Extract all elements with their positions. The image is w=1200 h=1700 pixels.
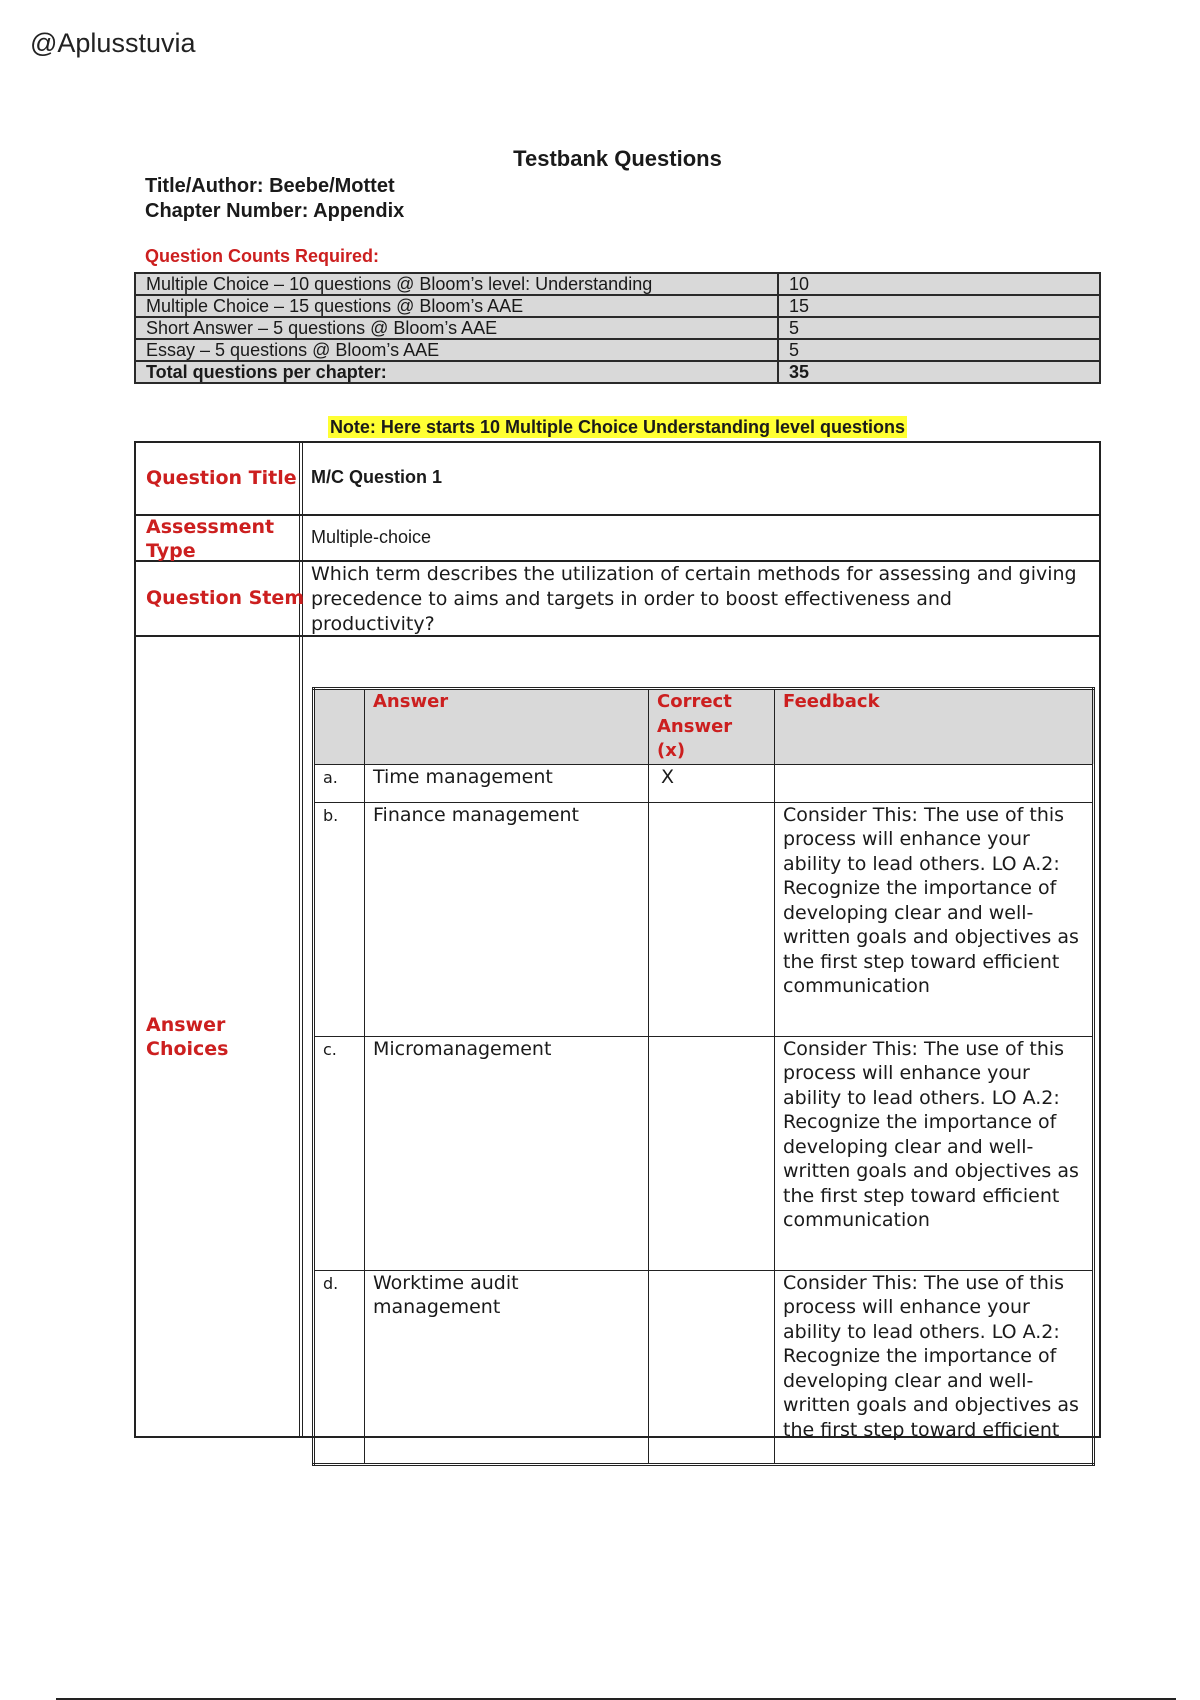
count-label: Short Answer – 5 questions @ Bloom’s AAE bbox=[135, 317, 778, 339]
choice-correct-mark: X bbox=[649, 764, 775, 802]
table-row bbox=[314, 1270, 1094, 1464]
question-card bbox=[134, 441, 1101, 1441]
assessment-type-label-line: Type bbox=[146, 540, 196, 562]
choice-feedback: Consider This: The use of this process will enhance your ability to lead others. LO A.2: Recognize the importance of developing clear and well-written goals and objectives as the first step toward efficient communication bbox=[775, 802, 1094, 1036]
choice-feedback: Consider This: The use of this process will enhance your ability to lead others. LO A.2: Recognize the importance of developing clear and well-written goals and objectives as the first step toward efficient bbox=[775, 1270, 1094, 1464]
count-label: Essay – 5 questions @ Bloom’s AAE bbox=[135, 339, 778, 361]
total-row bbox=[135, 361, 1100, 383]
choice-feedback: Consider This: The use of this process will enhance your ability to lead others. LO A.2: Recognize the importance of developing clear and well-written goals and objectives as the first step toward efficient communication bbox=[775, 1036, 1094, 1270]
choice-letter: c. bbox=[314, 1036, 365, 1270]
choice-letter: d. bbox=[314, 1270, 365, 1464]
choice-answer: Time management bbox=[365, 764, 649, 802]
title-author: Title/Author: Beebe/Mottet bbox=[145, 175, 395, 197]
assessment-type-label-line: Assessment bbox=[146, 516, 275, 538]
answer-header: Answer bbox=[365, 689, 649, 765]
row-divider bbox=[136, 514, 1099, 516]
note-banner bbox=[0, 417, 1200, 438]
answer-table bbox=[312, 687, 1095, 1466]
count-label: Multiple Choice – 10 questions @ Bloom’s level: Understanding bbox=[135, 273, 778, 295]
count-label: Multiple Choice – 15 questions @ Bloom’s AAE bbox=[135, 295, 778, 317]
count-value: 5 bbox=[778, 317, 1100, 339]
correct-header: Correct Answer (x) bbox=[649, 689, 775, 765]
assessment-type-label bbox=[146, 515, 274, 563]
choice-answer: Micromanagement bbox=[365, 1036, 649, 1270]
table-row bbox=[314, 1036, 1094, 1270]
note-text: Note: Here starts 10 Multiple Choice Understanding level questions bbox=[329, 417, 906, 437]
table-row bbox=[314, 764, 1094, 802]
choice-answer: Worktime audit management bbox=[365, 1270, 649, 1464]
count-value: 5 bbox=[778, 339, 1100, 361]
question-title-label: Question Title bbox=[146, 467, 297, 489]
answer-choices-label bbox=[146, 1013, 229, 1061]
table-row bbox=[135, 295, 1100, 317]
total-label: Total questions per chapter: bbox=[135, 361, 778, 383]
choice-correct-mark bbox=[649, 802, 775, 1036]
choice-feedback bbox=[775, 764, 1094, 802]
question-stem-value: Which term describes the utilization of certain methods for assessing and giving precedence to aims and targets in order to boost effectiveness and productivity? bbox=[311, 563, 1077, 635]
table-row bbox=[135, 317, 1100, 339]
question-stem-label: Question Stem bbox=[146, 587, 305, 609]
assessment-type-value: Multiple-choice bbox=[311, 527, 432, 547]
choice-letter: a. bbox=[314, 764, 365, 802]
count-value: 10 bbox=[778, 273, 1100, 295]
letter-header bbox=[314, 689, 365, 765]
choice-letter: b. bbox=[314, 802, 365, 1036]
table-row bbox=[135, 339, 1100, 361]
answer-table-header bbox=[314, 689, 1094, 765]
count-value: 15 bbox=[778, 295, 1100, 317]
answer-choices-label-line: Answer bbox=[146, 1014, 226, 1036]
question-counts-label: Question Counts Required: bbox=[145, 246, 379, 266]
choice-correct-mark bbox=[649, 1270, 775, 1464]
total-value: 35 bbox=[778, 361, 1100, 383]
question-title-value: M/C Question 1 bbox=[311, 467, 443, 487]
question-counts-table bbox=[134, 272, 1101, 384]
chapter-number: Chapter Number: Appendix bbox=[145, 200, 405, 222]
choice-correct-mark bbox=[649, 1036, 775, 1270]
document-meta bbox=[145, 174, 404, 224]
watermark: @Aplusstuvia bbox=[30, 28, 196, 58]
choice-answer: Finance management bbox=[365, 802, 649, 1036]
document-title: Testbank Questions bbox=[513, 146, 722, 171]
table-row bbox=[135, 273, 1100, 295]
answer-choices-label-line: Choices bbox=[146, 1038, 229, 1060]
feedback-header: Feedback bbox=[775, 689, 1094, 765]
table-row bbox=[314, 802, 1094, 1036]
